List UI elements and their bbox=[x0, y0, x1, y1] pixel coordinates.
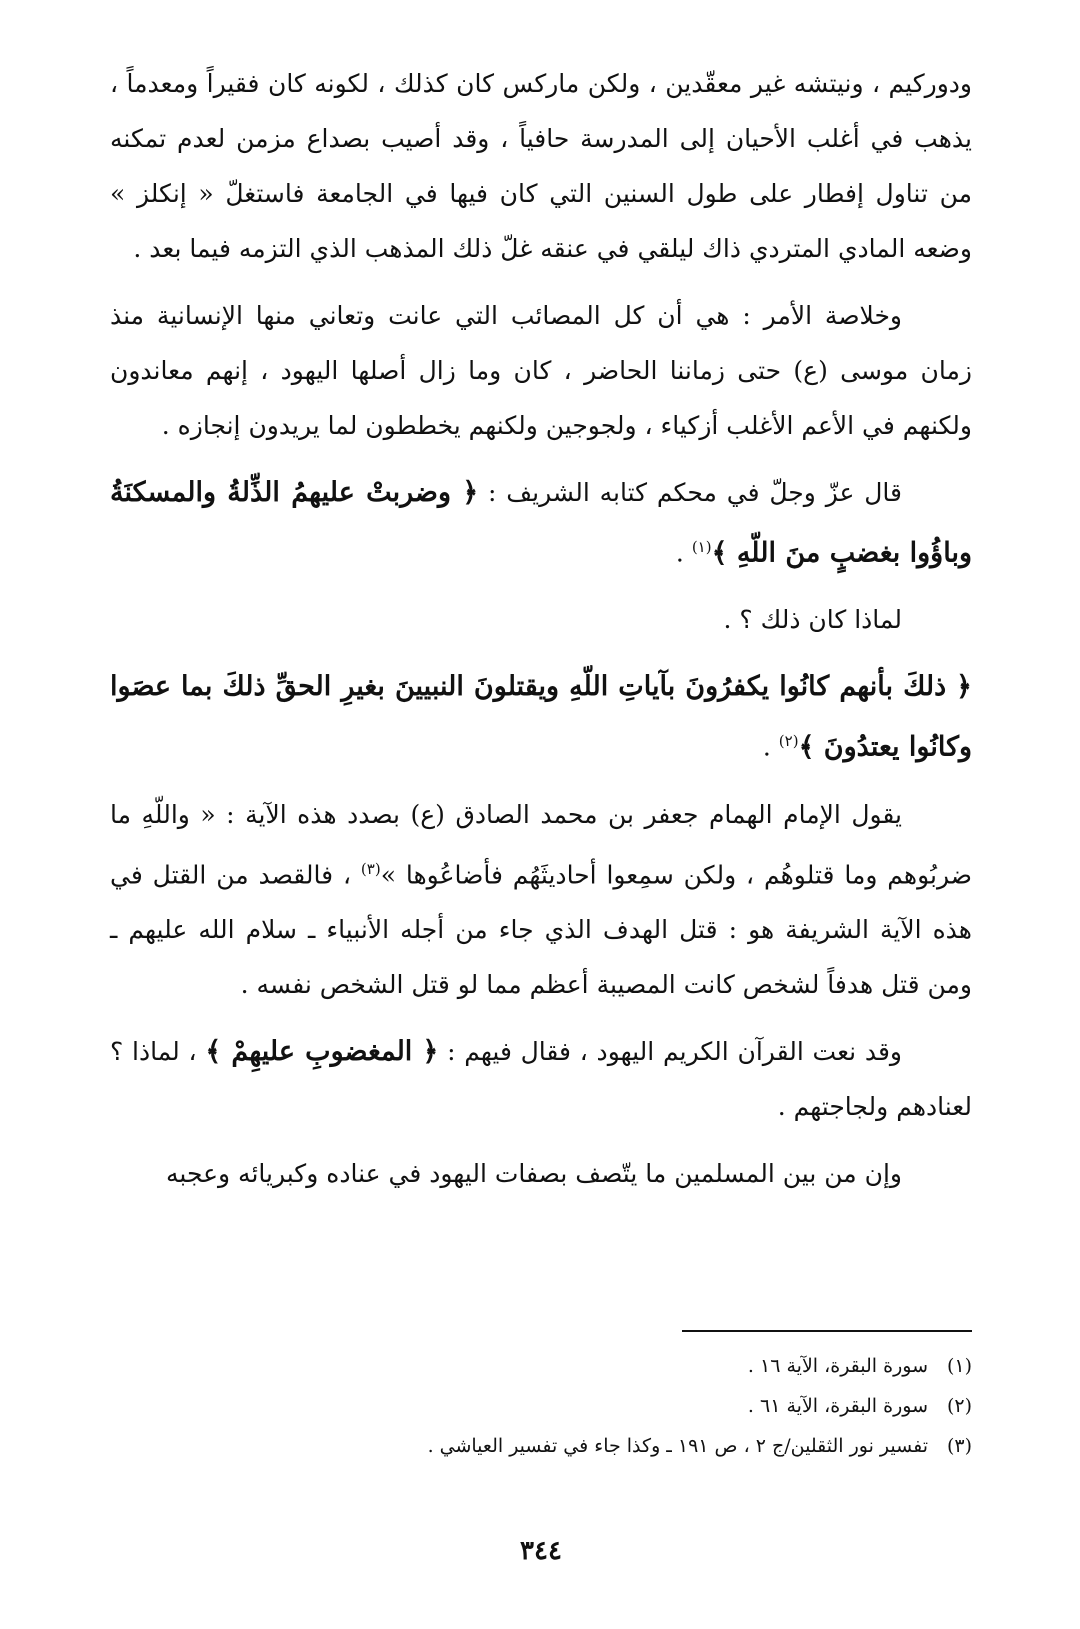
paragraph-marx: ودوركيم ، ونيتشه غير معقّدين ، ولكن ماركس كان كذلك ، لكونه كان فقيراً ومعدماً ، يذهب في أغلب الأحيان إلى المدرسة حافياً ، وقد أصيب بصداع مزمن لعدم تمكنه من تناول إفطار على طول السنين التي كان فيها في الجامعة فاستغلّ « إنكلز » وضعه المادي المتردي ذاك ليلقي في عنقه غلّ ذلك المذهب الذي التزمه فيما بعد . bbox=[110, 69, 972, 263]
verse-2-end: . bbox=[762, 732, 779, 762]
paragraph-summary: وخلاصة الأمر : هي أن كل المصائب التي عانت وتعاني منها الإنسانية منذ زمان موسى (ع) حتى زماننا الحاضر ، كان وما زال أصلها اليهود ، إنهم معاندون ولكنهم في الأعم الأغلب أزكياء ، ولجوجين ولكنهم يخططون لما يريدون إنجازه . bbox=[110, 301, 972, 440]
footnote-divider bbox=[682, 1330, 972, 1332]
footnote-item bbox=[110, 1346, 972, 1386]
footnote-number: (٣) bbox=[946, 1435, 972, 1457]
paragraph-last: وإن من بين المسلمين ما يتّصف بصفات اليهود في عناده وكبريائه وعجبه bbox=[166, 1158, 902, 1188]
page-number: ٣٤٤ bbox=[520, 1536, 562, 1566]
maghdoub-rest: ، لماذا ؟ لعنادهم ولجاجتهم . bbox=[110, 1036, 972, 1121]
footnotes bbox=[110, 1346, 972, 1466]
footnote-text: تفسير نور الثقلين/ج ٢ ، ص ١٩١ ـ وكذا جاء في تفسير العياشي . bbox=[427, 1435, 928, 1457]
verse-1-end: . bbox=[675, 538, 692, 568]
footnote-ref-3[interactable]: (٣) bbox=[360, 859, 381, 878]
maghdoub-intro: وقد نعت القرآن الكريم اليهود ، فقال فيهم : bbox=[438, 1036, 902, 1066]
paragraph-verse-1 bbox=[110, 465, 972, 580]
footnote-item bbox=[110, 1386, 972, 1426]
quran-verse-1: ﴿ وضربتْ عليهمُ الذِّلةُ والمسكنَةُ وباؤُوا بغضبٍ منَ اللّهِ ﴾ bbox=[110, 477, 972, 569]
footnote-text: سورة البقرة، الآية ١٦ . bbox=[747, 1355, 928, 1377]
paragraph-imam bbox=[110, 787, 972, 1012]
page-body bbox=[110, 56, 972, 1576]
paragraph-maghdoub bbox=[110, 1024, 972, 1134]
footnote-number: (٢) bbox=[946, 1395, 972, 1417]
footnote-text: سورة البقرة، الآية ٦١ . bbox=[747, 1395, 928, 1417]
imam-rest: ، فالقصد من القتل في هذه الآية الشريفة هو : قتل الهدف الذي جاء من أجله الأنبياء ـ سلام الله عليهم ـ ومن قتل هدفاً لشخص كانت المصيبة أعظم مما لو قتل الشخص نفسه . bbox=[110, 859, 972, 999]
verse-1-intro: قال عزّ وجلّ في محكم كتابه الشريف : bbox=[478, 478, 902, 507]
footnote-ref-1[interactable]: (١) bbox=[691, 538, 712, 556]
quran-verse-2: ﴿ ذلكَ بأنهم كانُوا يكفرُونَ بآياتِ اللّهِ ويقتلونَ النبيينَ بغيرِ الحقِّ ذلكَ بما عصَوا وكانُوا يعتدُونَ ﴾ bbox=[110, 671, 972, 763]
quran-maghdoub: ﴿ المغضوبِ عليهِمْ ﴾ bbox=[205, 1035, 439, 1067]
paragraph-verse-2 bbox=[110, 659, 972, 774]
footnote-number: (١) bbox=[946, 1355, 972, 1377]
footnote-item bbox=[110, 1426, 972, 1466]
imam-intro: يقول الإمام الهمام جعفر بن محمد الصادق (ع) بصدد هذه الآية : « واللّهِ ما ضربُوهم وما قتلوهُم ، ولكن سمِعوا أحاديثَهُم فأضاعُوها » bbox=[110, 799, 972, 889]
footnote-ref-2[interactable]: (٢) bbox=[778, 732, 799, 751]
question-line: لماذا كان ذلك ؟ . bbox=[723, 605, 902, 635]
